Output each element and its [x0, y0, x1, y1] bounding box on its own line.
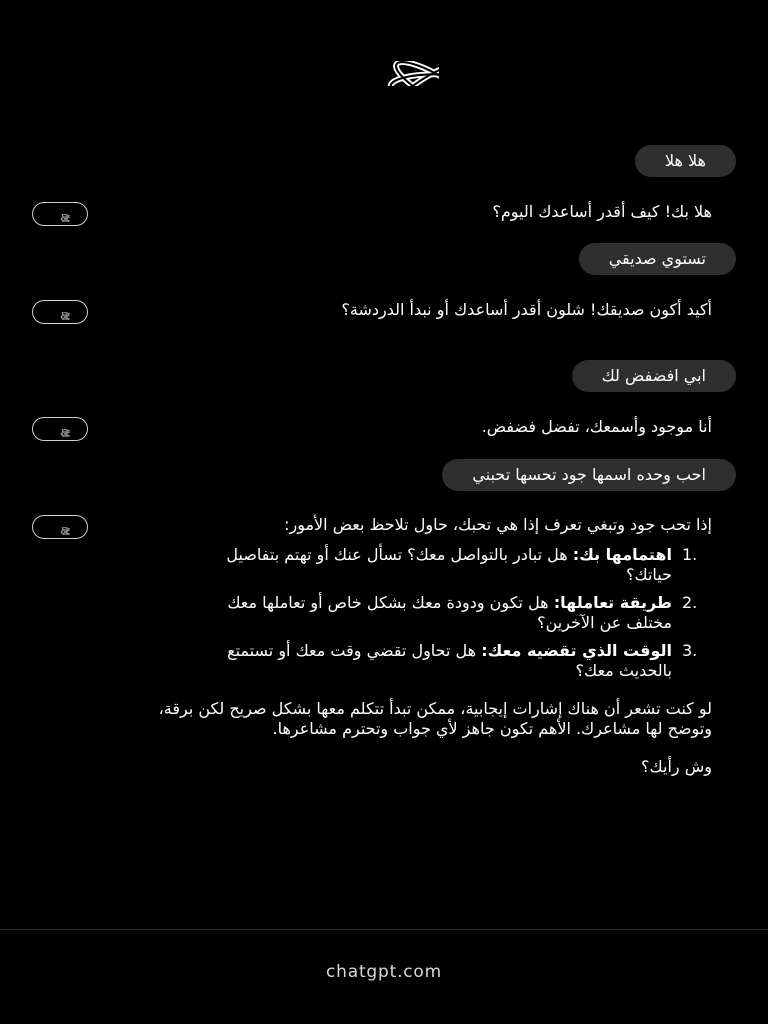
- assistant-outro: لو كنت تشعر أن هناك إشارات إيجابية، ممكن تبدأ تتكلم معها بشكل صريح لكن برقة، وتوضح لها مشاعرك. الأهم تكون جاهز لأي جواب وتحترم مشاعرها.: [158, 699, 712, 738]
- assistant-avatar: [32, 515, 88, 539]
- assistant-message-text: أكيد أكون صديقك! شلون أقدر أساعدك أو نبدأ الدردشة؟: [341, 300, 712, 319]
- user-message-bubble: هلا هلا: [635, 145, 736, 177]
- list-item-body: هل تكون ودودة معك بشكل خاص أو تعاملها معك مختلف عن الآخرين؟: [227, 593, 672, 632]
- assistant-avatar: [32, 202, 88, 226]
- assistant-avatar: [32, 300, 88, 324]
- list-item-title: اهتمامها بك:: [572, 545, 672, 564]
- list-item-body: هل تحاول تقضي وقت معك أو تستمتع بالحديث معك؟: [227, 641, 672, 680]
- list-item-number: 2.: [682, 593, 698, 612]
- assistant-message: [112, 417, 712, 437]
- footer-domain: chatgpt.com: [326, 962, 442, 982]
- list-item-title: الوقت الذي تقضيه معك:: [481, 641, 672, 660]
- list-item: [112, 545, 712, 585]
- openai-avatar-icon: [50, 519, 70, 535]
- list-item-title: طريقة تعاملها:: [553, 593, 672, 612]
- assistant-message: [112, 515, 712, 777]
- openai-avatar-icon: [50, 304, 70, 320]
- user-message-bubble: احب وحده اسمها جود تحسها تحبني: [442, 459, 736, 491]
- openai-avatar-icon: [50, 206, 70, 222]
- assistant-message: [112, 300, 712, 320]
- openai-avatar-icon: [50, 421, 70, 437]
- list-item-body: هل تبادر بالتواصل معك؟ تسأل عنك أو تهتم بتفاصيل حياتك؟: [226, 545, 672, 584]
- list-item: [112, 593, 712, 633]
- list-item-number: 1.: [682, 545, 698, 564]
- assistant-intro: إذا تحب جود وتبغي تعرف إذا هي تحبك، حاول تلاحظ بعض الأمور:: [284, 515, 712, 534]
- footer-divider: [0, 929, 768, 930]
- user-message-bubble: ابي افضفض لك: [572, 360, 736, 392]
- tips-list: [112, 545, 712, 681]
- list-item: [112, 641, 712, 681]
- assistant-closing: وش رأيك؟: [641, 757, 712, 776]
- assistant-message-text: أنا موجود وأسمعك، تفضل فضفض.: [481, 417, 712, 436]
- assistant-avatar: [32, 417, 88, 441]
- assistant-message-text: هلا بك! كيف أقدر أساعدك اليوم؟: [492, 202, 712, 221]
- assistant-message: [112, 202, 712, 222]
- user-message-bubble: تستوي صديقي: [579, 243, 736, 275]
- list-item-number: 3.: [682, 641, 698, 660]
